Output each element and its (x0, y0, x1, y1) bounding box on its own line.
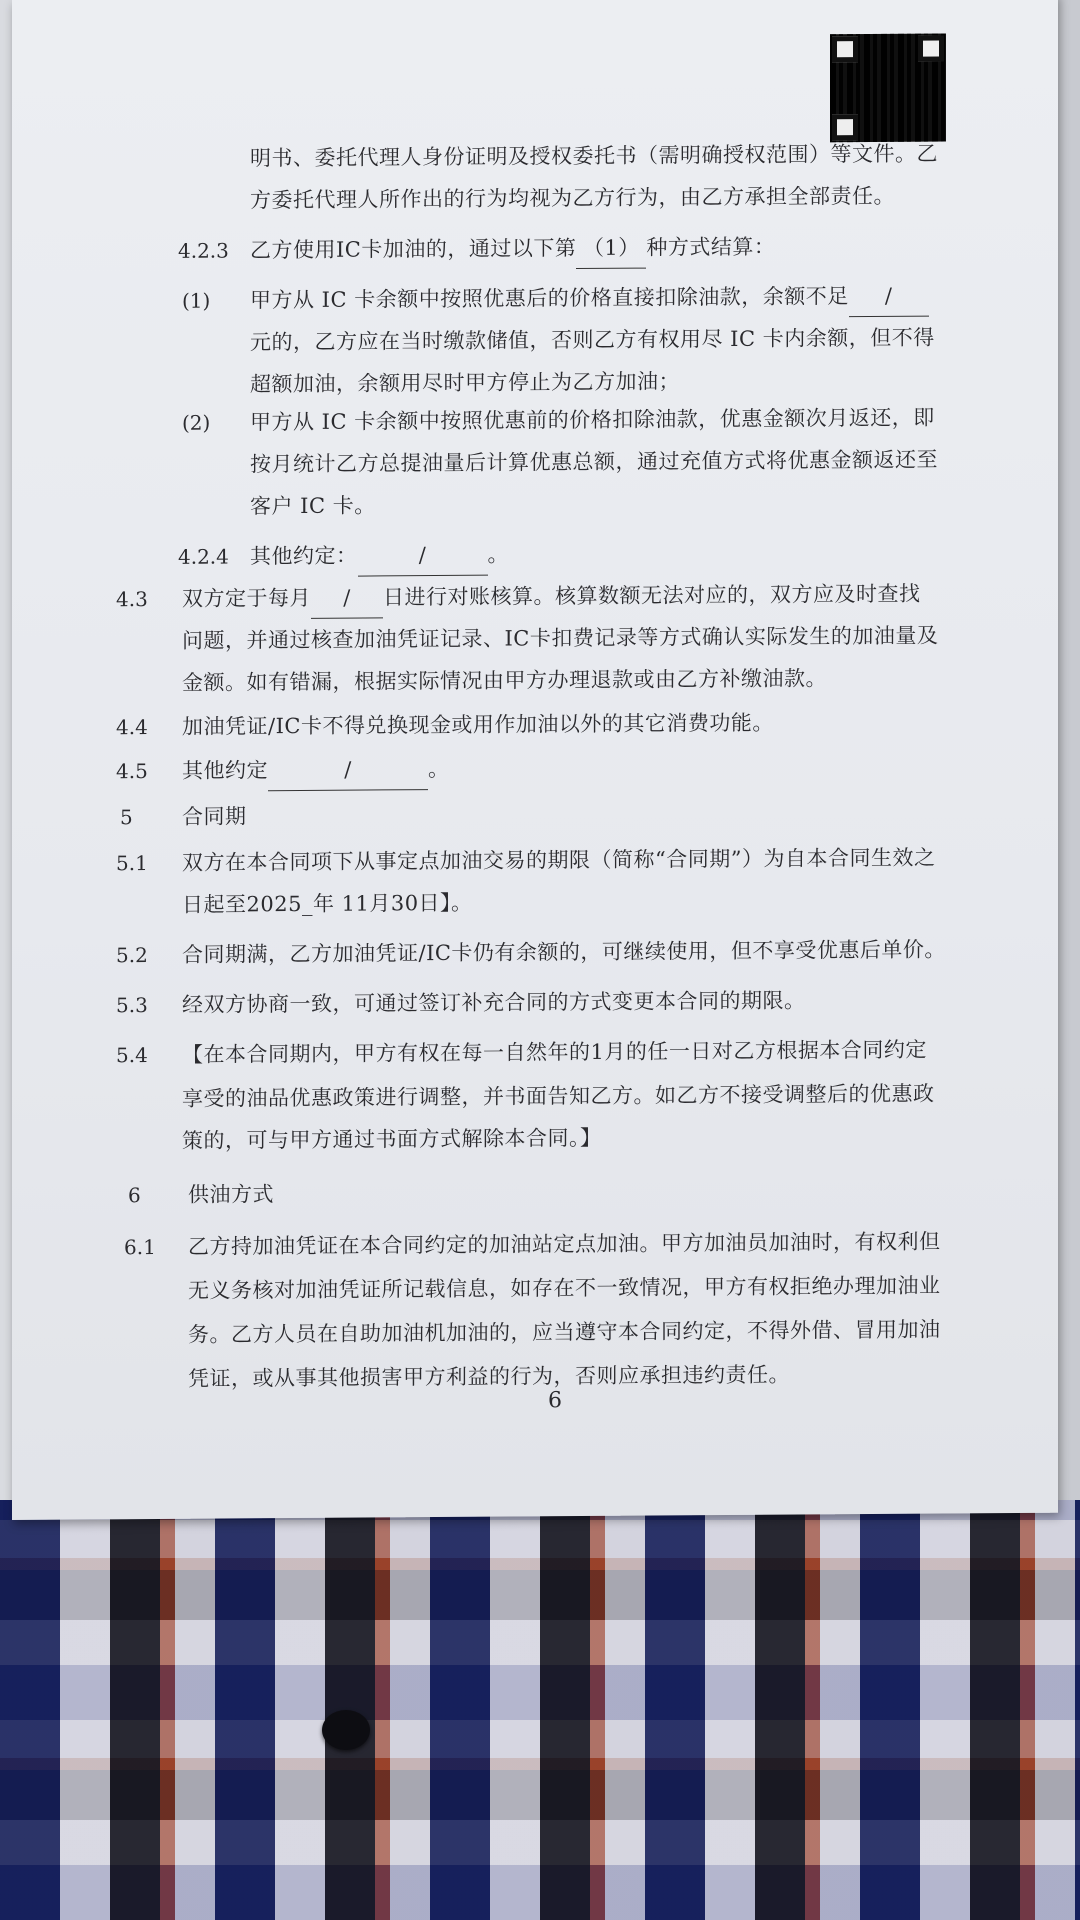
section-6-1-line: 乙方持加油凭证在本合同约定的加油站定点加油。甲方加油员加油时，有权利但 (188, 1229, 941, 1259)
section-6-1-line: 凭证，或从事其他损害甲方利益的行为，否则应承担违约责任。 (188, 1362, 790, 1391)
section-4-3-line: 问题，并通过核查加油凭证记录、IC卡扣费记录等方式确认实际发生的加油量及 (182, 623, 939, 653)
section-4-2-3 (250, 227, 775, 272)
item-1-line: 元的，乙方应在当时缴款储值，否则乙方有权用尽 IC 卡内余额，但不得 (250, 325, 935, 355)
section-4-3-line: 金额。如有错漏，根据实际情况由甲方办理退款或由乙方补缴油款。 (182, 666, 827, 695)
blank-field: / (358, 535, 488, 577)
blank-field: / (311, 577, 383, 619)
section-heading: 合同期 (182, 804, 247, 829)
section-5-4-line: 享受的油品优惠政策进行调整，并书面告知乙方。如乙方不接受调整后的优惠政 (182, 1081, 935, 1111)
section-5-4-line: 【在本合同期内，甲方有权在每一自然年的1月的任一日对乙方根据本合同约定 (182, 1037, 927, 1067)
item-2-line: 甲方从 IC 卡余额中按照优惠前的价格扣除油款，优惠金额次月返还，即 (250, 405, 935, 435)
section-4-5 (182, 749, 450, 792)
section-number: 5 (120, 805, 133, 830)
section-4-3-post: 日进行对账核算。核算数额无法对应的，双方应及时查找 (383, 581, 921, 610)
item-1-line1: 甲方从 IC 卡余额中按照优惠后的价格直接扣除油款，余额不足 (250, 284, 849, 313)
section-number: 5.1 (116, 851, 148, 876)
blank-field: / (849, 276, 929, 318)
background-shirt (0, 1480, 1080, 1920)
qr-code (830, 33, 946, 142)
section-5-2: 合同期满，乙方加油凭证/IC卡仍有余额的，可继续使用，但不享受优惠后单价。 (182, 937, 946, 967)
item-1-line (250, 276, 929, 322)
section-4-5-pre: 其他约定 (182, 758, 268, 783)
section-4-2-4-pre: 其他约定： (250, 543, 358, 569)
section-number: 5.2 (116, 943, 148, 968)
section-number: 4.5 (116, 759, 148, 784)
item-2-line: 客户 IC 卡。 (250, 493, 376, 519)
section-number: 4.2.4 (178, 544, 229, 569)
section-5-1-line: 日起至2025_年 11月30日】。 (182, 890, 473, 917)
paragraph-line: 方委托代理人所作出的行为均视为乙方行为，由乙方承担全部责任。 (250, 183, 895, 213)
section-4-2-3-post: 种方式结算： (646, 234, 776, 260)
item-number: (2) (182, 410, 211, 435)
section-4-4: 加油凭证/IC卡不得兑换现金或用作加油以外的其它消费功能。 (182, 710, 774, 739)
page-number: 6 (548, 1388, 562, 1414)
section-number: 5.3 (116, 993, 148, 1018)
shirt-button (322, 1710, 370, 1750)
section-4-2-4-post: 。 (487, 542, 509, 567)
section-number: 4.4 (116, 715, 148, 740)
section-number: 4.3 (116, 587, 148, 612)
section-5-4-line: 策的，可与甲方通过书面方式解除本合同。】 (182, 1125, 602, 1153)
section-number: 6 (128, 1183, 141, 1208)
section-6-1-line: 无义务核对加油凭证所记载信息，如存在不一致情况，甲方有权拒绝办理加油业 (188, 1273, 941, 1303)
section-5-3: 经双方协商一致，可通过签订补充合同的方式变更本合同的期限。 (182, 988, 806, 1017)
blank-field: （1） (576, 228, 646, 269)
section-number: 4.2.3 (178, 238, 229, 263)
section-4-3-pre: 双方定于每月 (182, 585, 311, 611)
document-page (12, 0, 1058, 1520)
section-5-1-line: 双方在本合同项下从事定点加油交易的期限（简称“合同期”）为自本合同生效之 (182, 845, 936, 875)
section-6-1-line: 务。乙方人员在自助加油机加油的，应当遵守本合同约定，不得外借、冒用加油 (188, 1317, 941, 1347)
paragraph-line: 明书、委托代理人身份证明及授权委托书（需明确授权范围）等文件。乙 (250, 141, 938, 171)
item-2-line: 按月统计乙方总提油量后计算优惠总额，通过充值方式将优惠金额返还至 (250, 447, 938, 477)
section-heading: 供油方式 (188, 1182, 274, 1207)
item-number: (1) (182, 288, 211, 313)
section-4-2-4 (250, 535, 509, 578)
section-4-5-post: 。 (428, 756, 450, 782)
section-4-3 (182, 574, 921, 620)
item-1-line: 超额加油，余额用尽时甲方停止为乙方加油； (250, 369, 680, 397)
section-4-2-3-pre: 乙方使用IC卡加油的，通过以下第 (250, 236, 577, 263)
section-number: 6.1 (124, 1234, 156, 1260)
section-number: 5.4 (116, 1043, 148, 1068)
blank-field: / (268, 749, 428, 791)
